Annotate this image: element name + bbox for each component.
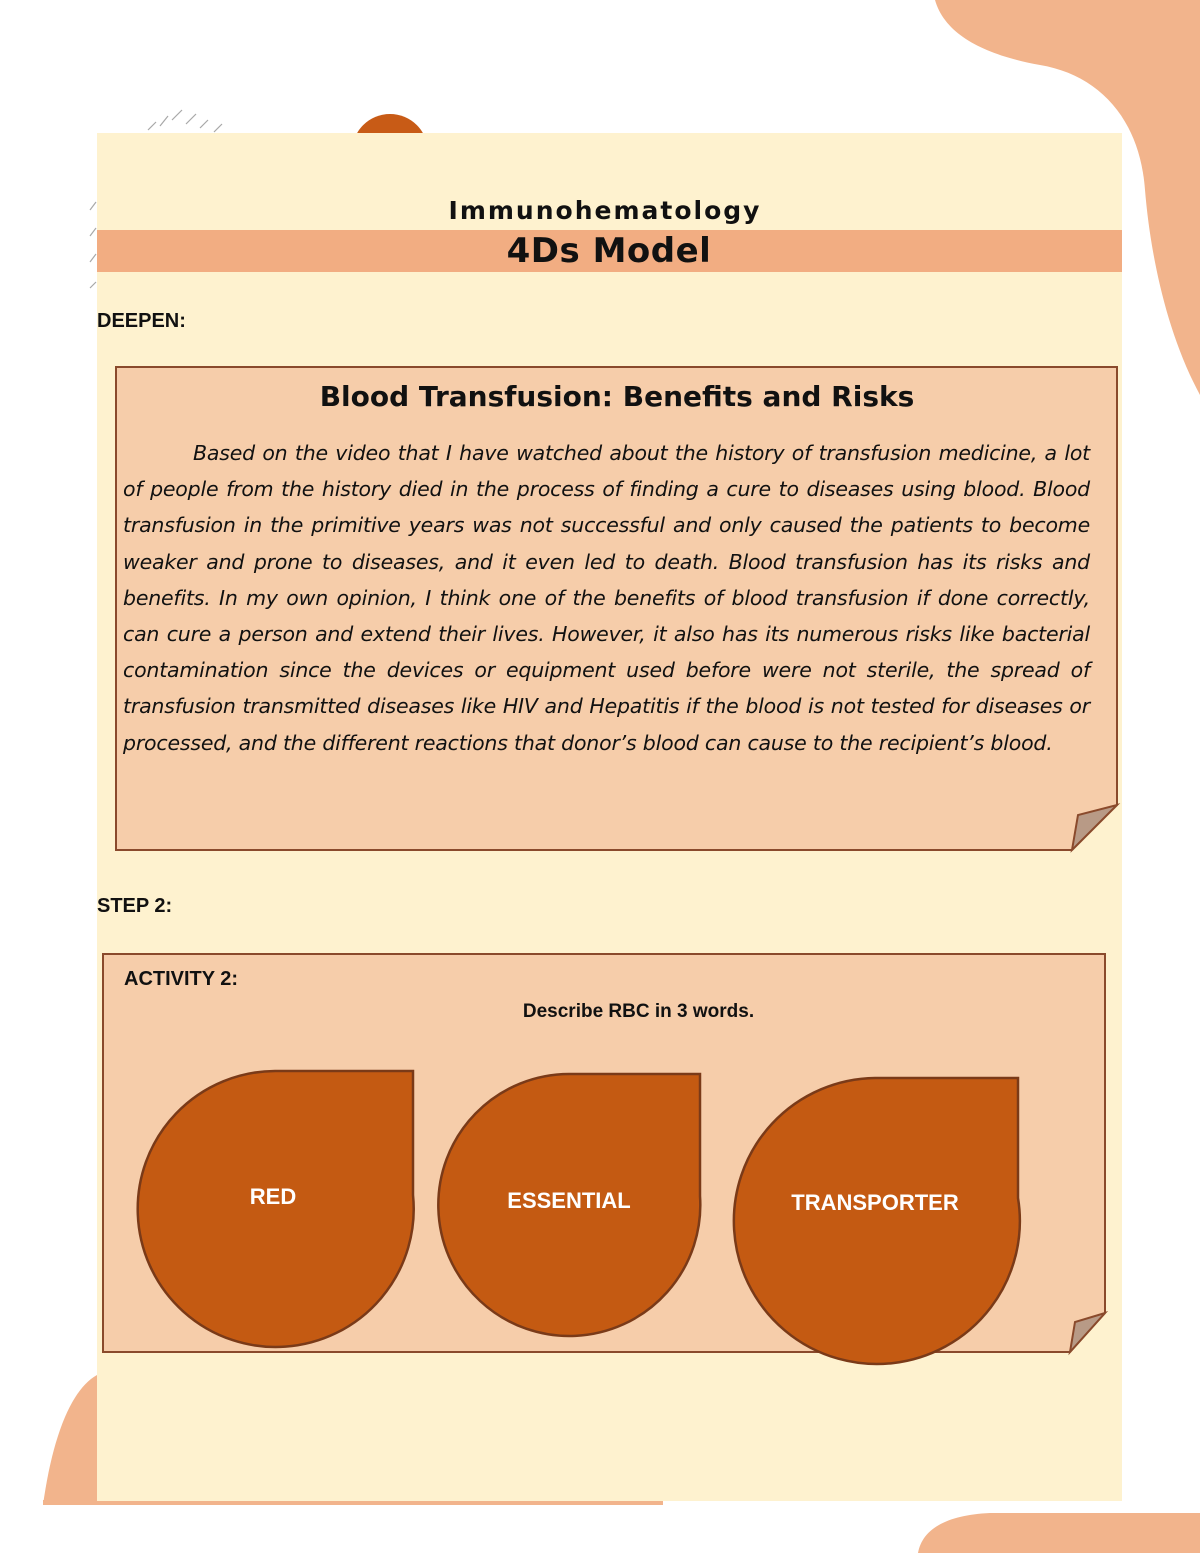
rbc-word-transporter: TRANSPORTER xyxy=(791,1190,959,1215)
activity-label: ACTIVITY 2: xyxy=(124,968,239,990)
word-drop-3 xyxy=(734,1078,1020,1364)
activity-prompt: Describe RBC in 3 words. xyxy=(522,1001,755,1022)
subject-heading: Immunohematology xyxy=(448,196,762,225)
rbc-word-red: RED xyxy=(249,1184,297,1209)
rbc-word-essential: ESSENTIAL xyxy=(507,1188,631,1213)
step-2-label: STEP 2: xyxy=(97,895,173,917)
deepen-label: DEEPEN: xyxy=(97,310,186,332)
essay-title: Blood Transfusion: Benefits and Risks xyxy=(319,380,915,413)
essay-body: Based on the video that I have watched about the history of transfusion medicine, a lot of people from the history died in the process of finding a cure to diseases using blood. Blood transfusion in the primitive years was not successful and only caused the patients to become weaker and prone to diseases, and it even led to death. Blood transfusion has its risks and benefits. In my own opinion, I think one of the benefits of blood transfusion if done correctly, can cure a person and extend their lives. However, it also has its numerous risks like bacterial contamination since the devices or equipment used before were not sterile, the spread of transfusion transmitted diseases like HIV and Hepatitis if the blood is not tested for diseases or processed, and the different reactions that donor’s blood can cause to the recipient’s blood. xyxy=(123,441,1090,755)
model-title: 4Ds Model xyxy=(506,231,712,271)
